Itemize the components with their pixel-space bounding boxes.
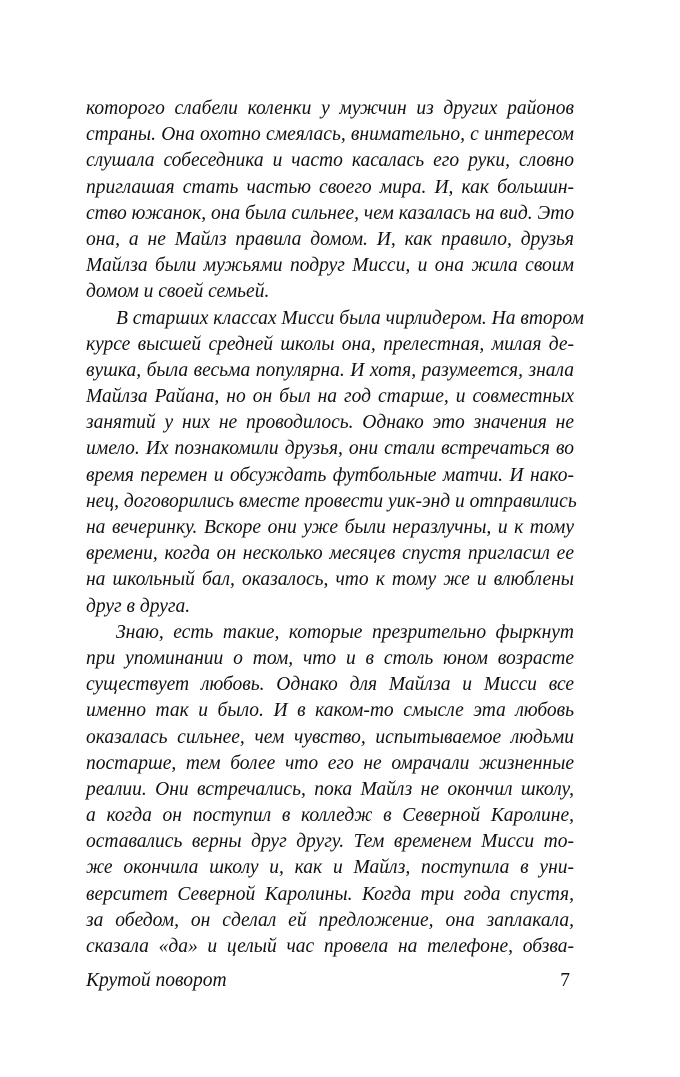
text-line: при упоминании о том, что и в столь юном возрасте [86, 647, 574, 669]
text-line: слушала собеседника и часто касалась его руки, словно [86, 150, 574, 172]
text-line: сказала «да» и целый час провела на телефоне, обзва- [86, 936, 574, 957]
text-line: имело. Их познакомили друзья, они стали встречаться во [86, 438, 574, 460]
text-line: оказалась сильнее, чем чувство, испытываемое людьми [86, 726, 574, 748]
text-line: а когда он поступил в колледж в Северной Каролине, [86, 805, 574, 827]
text-line: время перемен и обсуждать футбольные матчи. И нако- [86, 464, 574, 486]
text-line: Майлза Райана, но он был на год старше, и совместных [86, 386, 574, 408]
text-line: она, а не Майлз правила домом. И, как правило, друзья [86, 228, 574, 250]
text-line: страны. Она охотно смеялась, внимательно, с интересом [86, 124, 574, 146]
text-line: курсе высшей средней школы она, прелестная, милая де- [86, 333, 574, 355]
text-line: на школьный бал, оказалось, что к тому же и влюблены [86, 569, 574, 591]
text-line: которого слабели коленки у мужчин из других районов [86, 98, 574, 119]
page-footer [86, 970, 574, 1000]
running-title: Крутой поворот [86, 970, 227, 991]
text-line: же окончила школу и, как и Майлз, поступила в уни- [86, 857, 574, 879]
text-line: нец, договорились вместе провести уик-энд и отправились [86, 490, 577, 512]
text-line: верситет Северной Каролины. Когда три года спустя, [86, 883, 574, 905]
book-page-text [86, 96, 584, 960]
text-line: Знаю, есть такие, которые презрительно фыркнут [116, 621, 574, 643]
text-line: именно так и было. И в каком-то смысле эта любовь [86, 700, 574, 722]
text-line: существует любовь. Однако для Майлза и Мисси все [86, 674, 574, 696]
text-line: за обедом, он сделал ей предложение, она заплакала, [86, 909, 574, 931]
page-number: 7 [560, 970, 570, 991]
text-line: Майлза были мужьями подруг Мисси, и она жила своим [86, 255, 574, 277]
text-line: постарше, тем более что его не омрачали жизненные [86, 752, 574, 774]
text-line: занятий у них не проводилось. Однако это значения не [86, 412, 574, 434]
text-line: ство южанок, она была сильнее, чем казалась на вид. Это [86, 202, 575, 224]
text-line: оставались верны друг другу. Тем временем Мисси то- [86, 831, 574, 853]
text-line: домом и своей семьей. [86, 281, 270, 303]
text-line: на вечеринку. Вскоре они уже были неразлучны, и к тому [86, 517, 574, 538]
text-line: приглашая стать частью своего мира. И, как большин- [86, 176, 574, 198]
text-line: вушка, была весьма популярна. И хотя, разумеется, знала [86, 359, 574, 381]
text-line: друг в друга. [86, 595, 191, 617]
text-line: В старших классах Мисси была чирлидером. На втором [116, 307, 584, 329]
text-line: реалии. Они встречались, пока Майлз не окончил школу, [86, 778, 574, 800]
text-line: времени, когда он несколько месяцев спустя пригласил ее [86, 543, 574, 565]
